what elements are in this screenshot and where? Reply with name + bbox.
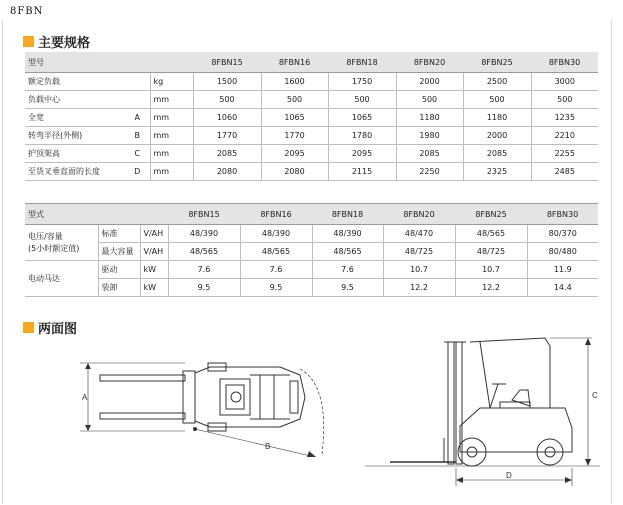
row-unit: kW xyxy=(140,261,168,279)
cell-value: 2485 xyxy=(531,163,598,181)
cell-value: 1235 xyxy=(531,109,598,127)
spec-table xyxy=(25,52,598,181)
cell-value: 2255 xyxy=(531,145,598,163)
row-sub-label: 驱动 xyxy=(98,261,140,279)
cell-value: 2080 xyxy=(261,163,328,181)
row-label: 转弯半径(外侧) xyxy=(25,127,125,145)
dim-label-b: B xyxy=(265,442,271,451)
cell-value: 2115 xyxy=(328,163,396,181)
cell-value: 2080 xyxy=(193,163,261,181)
cell-value: 48/565 xyxy=(168,243,240,261)
row-unit: kW xyxy=(140,279,168,297)
model-header: 8FBN30 xyxy=(531,52,598,73)
top-view-drawing xyxy=(60,345,350,495)
cell-value: 48/565 xyxy=(455,225,527,243)
model-header: 8FBN18 xyxy=(328,52,396,73)
model-header: 8FBN25 xyxy=(455,204,527,225)
cell-value: 7.6 xyxy=(312,261,383,279)
row-label: 全宽 xyxy=(25,109,125,127)
cell-value: 10.7 xyxy=(455,261,527,279)
cell-value: 3000 xyxy=(531,73,598,91)
power-header-label: 型式 xyxy=(25,204,168,225)
battery-label-cell xyxy=(25,225,98,261)
cell-value: 48/390 xyxy=(312,225,383,243)
cell-value: 1980 xyxy=(396,127,463,145)
cell-value: 500 xyxy=(531,91,598,109)
row-code: B xyxy=(125,127,150,145)
row-sub-label: 标准 xyxy=(98,225,140,243)
row-unit: mm xyxy=(150,163,193,181)
row-label: 负载中心 xyxy=(25,91,125,109)
cell-value: 2250 xyxy=(396,163,463,181)
section-marker-icon xyxy=(23,322,34,333)
spec-header-label: 型号 xyxy=(25,52,193,73)
cell-value: 2000 xyxy=(396,73,463,91)
table-row xyxy=(25,279,598,297)
cell-value: 11.9 xyxy=(527,261,598,279)
row-label: 至货叉垂直面的长度 xyxy=(25,163,125,181)
battery-label-note: (5小时额定值) xyxy=(28,243,80,253)
cell-value: 500 xyxy=(193,91,261,109)
cell-value: 2085 xyxy=(463,145,531,163)
cell-value: 9.5 xyxy=(240,279,312,297)
cell-value: 9.5 xyxy=(168,279,240,297)
cell-value: 10.7 xyxy=(383,261,455,279)
model-header: 8FBN16 xyxy=(240,204,312,225)
power-header-row xyxy=(25,204,598,225)
table-row xyxy=(25,109,598,127)
cell-value: 9.5 xyxy=(312,279,383,297)
row-code xyxy=(125,91,150,109)
cell-value: 7.6 xyxy=(168,261,240,279)
cell-value: 1750 xyxy=(328,73,396,91)
cell-value: 48/725 xyxy=(383,243,455,261)
row-code: C xyxy=(125,145,150,163)
model-header: 8FBN30 xyxy=(527,204,598,225)
cell-value: 48/565 xyxy=(240,243,312,261)
cell-value: 1500 xyxy=(193,73,261,91)
cell-value: 80/370 xyxy=(527,225,598,243)
cell-value: 7.6 xyxy=(240,261,312,279)
cell-value: 500 xyxy=(261,91,328,109)
cell-value: 500 xyxy=(328,91,396,109)
power-table xyxy=(25,203,598,297)
model-header: 8FBN25 xyxy=(463,52,531,73)
cell-value: 1770 xyxy=(193,127,261,145)
row-unit: mm xyxy=(150,145,193,163)
row-unit: V/AH xyxy=(140,225,168,243)
cell-value: 1180 xyxy=(396,109,463,127)
section-marker-icon xyxy=(23,36,34,47)
spec-header-row xyxy=(25,52,598,73)
cell-value: 1780 xyxy=(328,127,396,145)
dim-label-d: D xyxy=(506,471,512,480)
table-row xyxy=(25,243,598,261)
cell-value: 1065 xyxy=(261,109,328,127)
drawing-section-heading xyxy=(23,318,77,337)
cell-value: 1060 xyxy=(193,109,261,127)
row-code: D xyxy=(125,163,150,181)
battery-label: 电压/容量 xyxy=(28,231,63,241)
model-header: 8FBN15 xyxy=(193,52,261,73)
side-view-drawing xyxy=(360,328,608,498)
model-header: 8FBN20 xyxy=(396,52,463,73)
table-row xyxy=(25,261,598,279)
cell-value: 1770 xyxy=(261,127,328,145)
spec-section-title: 主要规格 xyxy=(38,36,91,51)
cell-value: 1065 xyxy=(328,109,396,127)
cell-value: 500 xyxy=(463,91,531,109)
table-row xyxy=(25,91,598,109)
cell-value: 48/470 xyxy=(383,225,455,243)
table-row xyxy=(25,225,598,243)
cell-value: 1180 xyxy=(463,109,531,127)
row-label: 护顶架高 xyxy=(25,145,125,163)
table-row xyxy=(25,163,598,181)
row-unit: mm xyxy=(150,109,193,127)
cell-value: 14.4 xyxy=(527,279,598,297)
table-row xyxy=(25,145,598,163)
row-sub-label: 最大容量 xyxy=(98,243,140,261)
row-unit: mm xyxy=(150,91,193,109)
row-code xyxy=(125,73,150,91)
table-row xyxy=(25,73,598,91)
cell-value: 2085 xyxy=(193,145,261,163)
row-unit: mm xyxy=(150,127,193,145)
row-unit: kg xyxy=(150,73,193,91)
row-unit: V/AH xyxy=(140,243,168,261)
document-code: 8FBN xyxy=(10,6,44,17)
table-row xyxy=(25,127,598,145)
cell-value: 2500 xyxy=(463,73,531,91)
dim-label-a: A xyxy=(82,393,88,402)
cell-value: 500 xyxy=(396,91,463,109)
cell-value: 1600 xyxy=(261,73,328,91)
model-header: 8FBN18 xyxy=(312,204,383,225)
cell-value: 2095 xyxy=(261,145,328,163)
drawing-section-title: 两面图 xyxy=(38,322,78,337)
model-header: 8FBN20 xyxy=(383,204,455,225)
dim-label-c: C xyxy=(592,391,598,400)
cell-value: 12.2 xyxy=(455,279,527,297)
cell-value: 2085 xyxy=(396,145,463,163)
spec-section-heading xyxy=(23,32,90,51)
cell-value: 48/390 xyxy=(168,225,240,243)
cell-value: 2325 xyxy=(463,163,531,181)
row-label: 额定负载 xyxy=(25,73,125,91)
row-code: A xyxy=(125,109,150,127)
cell-value: 48/725 xyxy=(455,243,527,261)
motor-label: 电动马达 xyxy=(25,261,98,297)
cell-value: 2095 xyxy=(328,145,396,163)
model-header: 8FBN16 xyxy=(261,52,328,73)
row-sub-label: 装卸 xyxy=(98,279,140,297)
cell-value: 48/565 xyxy=(312,243,383,261)
cell-value: 80/480 xyxy=(527,243,598,261)
cell-value: 48/390 xyxy=(240,225,312,243)
model-header: 8FBN15 xyxy=(168,204,240,225)
cell-value: 2210 xyxy=(531,127,598,145)
cell-value: 2000 xyxy=(463,127,531,145)
cell-value: 12.2 xyxy=(383,279,455,297)
